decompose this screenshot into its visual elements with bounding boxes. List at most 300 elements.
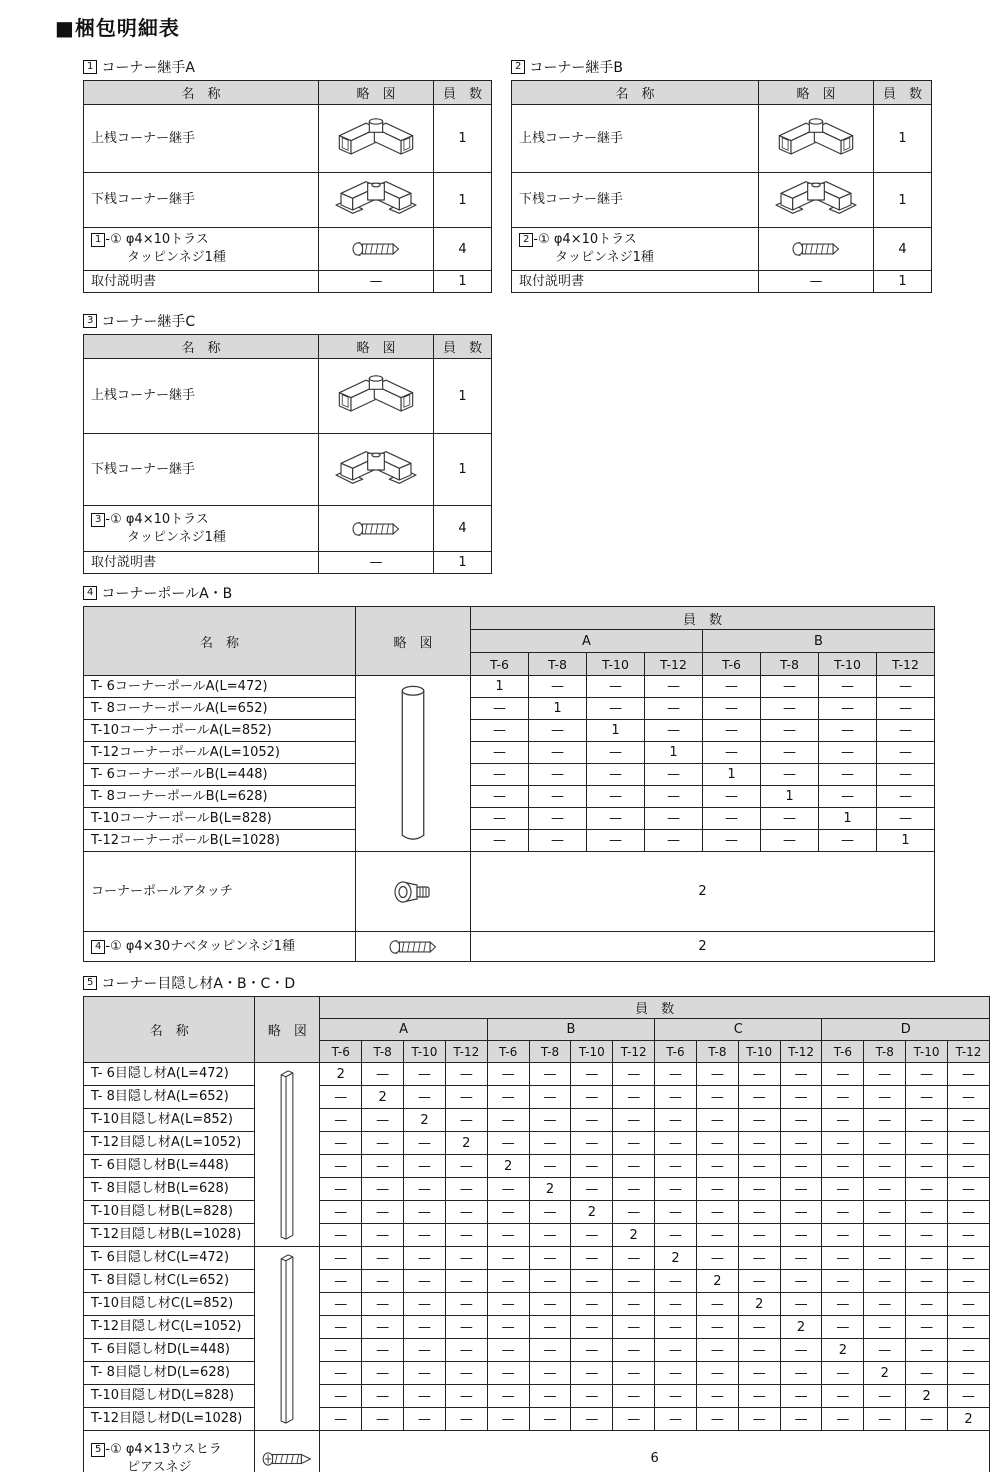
qty-matrix-cell: —: [819, 742, 877, 764]
part-row: [84, 271, 492, 293]
qty-matrix-cell: —: [571, 1132, 613, 1155]
qty-matrix-cell: —: [529, 830, 587, 852]
qty-matrix-cell: —: [738, 1063, 780, 1086]
blind-row: [84, 1316, 990, 1339]
part-name: T-12目隠し材D(L=1028): [84, 1408, 255, 1431]
qty-matrix-cell: —: [487, 1270, 529, 1293]
qty-matrix-cell: —: [761, 808, 819, 830]
qty-matrix-cell: —: [362, 1316, 404, 1339]
qty-matrix-cell: 2: [613, 1224, 655, 1247]
part-name-text-line2: タッピンネジ1種: [127, 529, 226, 545]
qty-matrix-cell: —: [362, 1132, 404, 1155]
qty-matrix-cell: 1: [471, 676, 529, 698]
size-header: T-10: [587, 653, 645, 676]
qty-matrix-cell: —: [320, 1385, 362, 1408]
qty-matrix-cell: —: [529, 1109, 571, 1132]
qty-matrix-cell: —: [529, 1293, 571, 1316]
qty-matrix-cell: —: [655, 1086, 697, 1109]
qty-matrix-cell: —: [822, 1408, 864, 1431]
part-name: 取付説明書: [512, 271, 759, 293]
attach-row: [84, 852, 935, 932]
part-qty: 1: [434, 173, 492, 228]
qty-matrix-cell: —: [571, 1178, 613, 1201]
qty-matrix-cell: —: [655, 1178, 697, 1201]
qty-matrix-cell: —: [696, 1224, 738, 1247]
qty-matrix-cell: —: [529, 1201, 571, 1224]
screw-sketch-icon: [348, 240, 404, 258]
blind-row: [84, 1247, 990, 1270]
qty-matrix-cell: —: [696, 1385, 738, 1408]
qty-matrix-cell: —: [780, 1408, 822, 1431]
channel-sketch-icon: [276, 1251, 298, 1427]
qty-matrix-cell: —: [362, 1109, 404, 1132]
qty-matrix-cell: —: [780, 1086, 822, 1109]
qty-matrix-cell: —: [696, 1247, 738, 1270]
qty-matrix-cell: —: [320, 1086, 362, 1109]
joint-up-sketch-icon: [332, 114, 420, 164]
part-qty: 4: [434, 506, 492, 552]
item-ref-badge: 2: [519, 233, 533, 247]
qty-matrix-cell: —: [780, 1224, 822, 1247]
qty-matrix-cell: —: [864, 1270, 906, 1293]
part-qty: 1: [434, 434, 492, 506]
blind-row: [84, 1109, 990, 1132]
header-row-qty: [84, 997, 990, 1019]
blind-row: [84, 1362, 990, 1385]
qty-matrix-cell: —: [404, 1178, 446, 1201]
qty-matrix-cell: —: [780, 1155, 822, 1178]
part-name-text: -① φ4×10トラス: [533, 232, 637, 248]
qty-matrix-cell: —: [587, 676, 645, 698]
qty-matrix-cell: —: [320, 1316, 362, 1339]
pole-row: [84, 830, 935, 852]
qty-matrix-cell: 2: [738, 1293, 780, 1316]
qty-matrix-cell: —: [487, 1362, 529, 1385]
qty-matrix-cell: —: [445, 1086, 487, 1109]
qty-matrix-cell: —: [320, 1109, 362, 1132]
qty-matrix-cell: —: [587, 786, 645, 808]
part-name: 下桟コーナー継手: [84, 173, 319, 228]
qty-matrix-cell: —: [655, 1155, 697, 1178]
col-header-qty: 員 数: [320, 997, 990, 1019]
size-header: T-10: [819, 653, 877, 676]
qty-matrix-cell: —: [703, 830, 761, 852]
qty-matrix-cell: —: [362, 1270, 404, 1293]
qty-matrix-cell: —: [780, 1063, 822, 1086]
joint-up-sketch-icon: [772, 114, 860, 164]
table-label-c: [83, 311, 990, 331]
part-name-text-line2: タッピンネジ1種: [555, 250, 654, 265]
qty-matrix-cell: —: [404, 1063, 446, 1086]
channel-sketch-cell: [255, 1063, 320, 1247]
qty-matrix-cell: —: [738, 1201, 780, 1224]
size-header: T-8: [529, 1041, 571, 1063]
size-header: T-12: [780, 1041, 822, 1063]
part-name: T- 6コーナーポールB(L=448): [84, 764, 356, 786]
qty-matrix-cell: —: [404, 1408, 446, 1431]
qty-matrix-cell: —: [487, 1086, 529, 1109]
qty-matrix-cell: 1: [819, 808, 877, 830]
qty-matrix-cell: —: [645, 720, 703, 742]
part-name: 上桟コーナー継手: [84, 359, 319, 434]
qty-matrix-cell: —: [529, 742, 587, 764]
table-number-badge: 3: [83, 314, 97, 328]
size-header: T-6: [703, 653, 761, 676]
header-row: [512, 81, 932, 105]
part-sketch: —: [319, 552, 434, 574]
header-row-qty: [84, 607, 935, 630]
corner-blind-table: [83, 996, 990, 1472]
qty-matrix-cell: —: [877, 786, 935, 808]
qty-matrix-cell: —: [445, 1063, 487, 1086]
qty-matrix-cell: —: [906, 1247, 948, 1270]
qty-matrix-cell: —: [948, 1224, 990, 1247]
table-title: コーナー目隠し材A・B・C・D: [101, 976, 296, 992]
pole-sketch-icon: [398, 681, 428, 847]
qty-matrix-cell: 2: [864, 1362, 906, 1385]
qty-matrix-cell: —: [487, 1201, 529, 1224]
size-header: T-10: [404, 1041, 446, 1063]
qty-matrix-cell: —: [613, 1178, 655, 1201]
qty-matrix-cell: —: [471, 830, 529, 852]
qty-matrix-cell: 1: [529, 698, 587, 720]
qty-matrix-cell: —: [864, 1132, 906, 1155]
part-name: T-10目隠し材B(L=828): [84, 1201, 255, 1224]
qty-matrix-cell: —: [404, 1132, 446, 1155]
joint-down-sketch-icon: [332, 175, 420, 225]
qty-matrix-cell: —: [445, 1247, 487, 1270]
qty-matrix-cell: —: [362, 1293, 404, 1316]
channel-sketch-cell: [255, 1247, 320, 1431]
part-sketch: —: [759, 271, 874, 293]
pole-row: [84, 764, 935, 786]
screw-sketch-icon: [788, 240, 844, 258]
qty-matrix-cell: —: [529, 1132, 571, 1155]
col-header-name: 名 称: [84, 335, 319, 359]
qty-matrix-cell: —: [864, 1201, 906, 1224]
qty-matrix-cell: —: [471, 720, 529, 742]
size-header: T-6: [487, 1041, 529, 1063]
qty-matrix-cell: —: [529, 786, 587, 808]
qty-matrix-cell: —: [703, 808, 761, 830]
qty-matrix-cell: —: [613, 1408, 655, 1431]
screw-qty-total: 2: [471, 932, 935, 962]
qty-matrix-cell: —: [445, 1224, 487, 1247]
part-name-text: -① φ4×10トラス: [105, 232, 209, 248]
size-header: T-12: [613, 1041, 655, 1063]
table-label-b: [511, 57, 932, 77]
qty-matrix-cell: —: [864, 1086, 906, 1109]
qty-matrix-cell: —: [487, 1385, 529, 1408]
qty-matrix-cell: —: [696, 1178, 738, 1201]
part-name: T-10コーナーポールA(L=852): [84, 720, 356, 742]
qty-matrix-cell: 2: [948, 1408, 990, 1431]
qty-matrix-cell: 1: [645, 742, 703, 764]
qty-matrix-cell: —: [822, 1201, 864, 1224]
qty-matrix-cell: —: [404, 1224, 446, 1247]
qty-matrix-cell: —: [864, 1339, 906, 1362]
group-header-C: C: [655, 1019, 822, 1041]
qty-matrix-cell: —: [819, 676, 877, 698]
screw-row: [84, 932, 935, 962]
pole-row: [84, 742, 935, 764]
qty-matrix-cell: —: [819, 698, 877, 720]
part-qty: 1: [434, 105, 492, 173]
part-row: [512, 271, 932, 293]
part-row: [84, 359, 492, 434]
qty-matrix-cell: —: [529, 1270, 571, 1293]
qty-matrix-cell: —: [529, 1385, 571, 1408]
qty-matrix-cell: —: [487, 1109, 529, 1132]
screw-row: [84, 1431, 990, 1472]
screw-sketch-icon: [348, 520, 404, 538]
table-title: コーナー継手C: [101, 314, 196, 330]
qty-matrix-cell: 2: [822, 1339, 864, 1362]
qty-matrix-cell: —: [864, 1224, 906, 1247]
qty-matrix-cell: —: [655, 1270, 697, 1293]
table-number-badge: 2: [511, 60, 525, 74]
part-name: T-12目隠し材B(L=1028): [84, 1224, 255, 1247]
qty-matrix-cell: —: [780, 1362, 822, 1385]
qty-matrix-cell: —: [780, 1201, 822, 1224]
qty-matrix-cell: —: [571, 1224, 613, 1247]
part-qty: 4: [434, 228, 492, 271]
qty-matrix-cell: —: [404, 1155, 446, 1178]
table-label-blind: [83, 973, 990, 993]
qty-matrix-cell: —: [906, 1178, 948, 1201]
qty-matrix-cell: —: [906, 1132, 948, 1155]
size-header: T-12: [877, 653, 935, 676]
qty-matrix-cell: —: [738, 1339, 780, 1362]
qty-matrix-cell: —: [587, 808, 645, 830]
qty-matrix-cell: —: [445, 1339, 487, 1362]
section-corner-joint-b: [511, 57, 932, 293]
item-ref-badge: 5: [91, 1443, 105, 1457]
qty-matrix-cell: —: [655, 1201, 697, 1224]
qty-matrix-cell: —: [864, 1178, 906, 1201]
qty-matrix-cell: —: [320, 1201, 362, 1224]
qty-matrix-cell: —: [571, 1293, 613, 1316]
qty-matrix-cell: —: [877, 808, 935, 830]
part-name: [84, 932, 356, 962]
qty-matrix-cell: —: [320, 1155, 362, 1178]
qty-matrix-cell: —: [445, 1293, 487, 1316]
pole-row: [84, 786, 935, 808]
col-header-name: 名 称: [84, 607, 356, 676]
group-header-B: B: [703, 630, 935, 653]
part-name: T-10目隠し材A(L=852): [84, 1109, 255, 1132]
qty-matrix-cell: —: [362, 1385, 404, 1408]
size-header: T-8: [761, 653, 819, 676]
part-sketch: [759, 228, 874, 271]
part-name-text-line2: ピアスネジ: [127, 1459, 192, 1472]
part-name: T- 6目隠し材A(L=472): [84, 1063, 255, 1086]
part-qty: 1: [434, 359, 492, 434]
qty-matrix-cell: —: [571, 1063, 613, 1086]
qty-matrix-cell: —: [471, 742, 529, 764]
qty-matrix-cell: —: [696, 1063, 738, 1086]
col-header-name: 名 称: [84, 81, 319, 105]
qty-matrix-cell: —: [948, 1293, 990, 1316]
qty-matrix-cell: —: [864, 1408, 906, 1431]
qty-matrix-cell: —: [404, 1362, 446, 1385]
qty-matrix-cell: —: [404, 1293, 446, 1316]
part-row: [84, 434, 492, 506]
qty-matrix-cell: —: [645, 764, 703, 786]
qty-matrix-cell: —: [819, 830, 877, 852]
qty-matrix-cell: —: [864, 1109, 906, 1132]
qty-matrix-cell: 2: [404, 1109, 446, 1132]
qty-matrix-cell: 2: [529, 1178, 571, 1201]
qty-matrix-cell: —: [613, 1063, 655, 1086]
blind-row: [84, 1132, 990, 1155]
part-name: 取付説明書: [84, 271, 319, 293]
qty-matrix-cell: —: [906, 1408, 948, 1431]
qty-matrix-cell: —: [703, 698, 761, 720]
qty-matrix-cell: —: [645, 786, 703, 808]
qty-matrix-cell: —: [445, 1155, 487, 1178]
qty-matrix-cell: —: [906, 1224, 948, 1247]
qty-matrix-cell: —: [703, 786, 761, 808]
part-sketch: [356, 932, 471, 962]
part-name: T- 8コーナーポールB(L=628): [84, 786, 356, 808]
item-ref-badge: 3: [91, 513, 105, 527]
part-name: T- 6コーナーポールA(L=472): [84, 676, 356, 698]
qty-matrix-cell: —: [864, 1316, 906, 1339]
qty-matrix-cell: —: [819, 764, 877, 786]
qty-matrix-cell: —: [864, 1063, 906, 1086]
qty-matrix-cell: 2: [445, 1132, 487, 1155]
qty-matrix-cell: —: [948, 1362, 990, 1385]
qty-matrix-cell: —: [445, 1362, 487, 1385]
qty-matrix-cell: —: [613, 1247, 655, 1270]
attach-sketch-icon: [391, 877, 435, 907]
part-name: T- 8目隠し材B(L=628): [84, 1178, 255, 1201]
part-qty: 1: [434, 552, 492, 574]
size-header: T-6: [471, 653, 529, 676]
table-number-badge: 4: [83, 586, 97, 600]
qty-matrix-cell: 1: [587, 720, 645, 742]
qty-matrix-cell: —: [404, 1086, 446, 1109]
qty-matrix-cell: —: [761, 764, 819, 786]
qty-matrix-cell: —: [404, 1201, 446, 1224]
qty-matrix-cell: —: [571, 1247, 613, 1270]
part-row: [84, 552, 492, 574]
qty-matrix-cell: —: [587, 742, 645, 764]
blind-row: [84, 1178, 990, 1201]
qty-matrix-cell: —: [487, 1247, 529, 1270]
qty-matrix-cell: —: [571, 1385, 613, 1408]
part-name-text: -① φ4×10トラス: [105, 511, 209, 527]
qty-matrix-cell: —: [571, 1339, 613, 1362]
pole-sketch-cell: [356, 676, 471, 852]
part-row: [84, 228, 492, 271]
qty-matrix-cell: —: [529, 764, 587, 786]
qty-matrix-cell: —: [445, 1385, 487, 1408]
qty-matrix-cell: —: [738, 1086, 780, 1109]
qty-matrix-cell: —: [864, 1293, 906, 1316]
qty-matrix-cell: —: [320, 1178, 362, 1201]
blind-row: [84, 1408, 990, 1431]
qty-matrix-cell: —: [645, 676, 703, 698]
channel-sketch-icon: [276, 1067, 298, 1243]
part-sketch: [319, 228, 434, 271]
qty-matrix-cell: 2: [655, 1247, 697, 1270]
size-header: T-8: [529, 653, 587, 676]
qty-matrix-cell: —: [877, 698, 935, 720]
qty-matrix-cell: —: [906, 1362, 948, 1385]
qty-matrix-cell: 2: [320, 1063, 362, 1086]
qty-matrix-cell: —: [613, 1086, 655, 1109]
part-qty: 1: [874, 105, 932, 173]
part-name-text: -① φ4×30ナベタッピンネジ1種: [105, 938, 296, 954]
qty-matrix-cell: —: [362, 1178, 404, 1201]
part-sketch: [319, 105, 434, 173]
qty-matrix-cell: —: [864, 1385, 906, 1408]
page-title: ■梱包明細表: [55, 16, 180, 40]
col-header-name: 名 称: [512, 81, 759, 105]
qty-matrix-cell: —: [822, 1132, 864, 1155]
qty-matrix-cell: —: [948, 1316, 990, 1339]
qty-matrix-cell: —: [738, 1109, 780, 1132]
qty-matrix-cell: —: [320, 1408, 362, 1431]
qty-matrix-cell: —: [571, 1408, 613, 1431]
qty-matrix-cell: —: [948, 1132, 990, 1155]
qty-matrix-cell: —: [529, 1063, 571, 1086]
section-corner-joint-a: [83, 57, 492, 293]
qty-matrix-cell: —: [738, 1132, 780, 1155]
qty-matrix-cell: —: [362, 1063, 404, 1086]
part-sketch: [319, 434, 434, 506]
section-corner-blind: [83, 973, 990, 1472]
qty-matrix-cell: —: [822, 1247, 864, 1270]
part-row: [84, 506, 492, 552]
qty-matrix-cell: —: [655, 1063, 697, 1086]
part-name: 下桟コーナー継手: [84, 434, 319, 506]
part-qty: 1: [434, 271, 492, 293]
qty-matrix-cell: —: [445, 1316, 487, 1339]
pias-sketch-icon: [259, 1450, 315, 1468]
group-header-D: D: [822, 1019, 990, 1041]
qty-matrix-cell: —: [948, 1385, 990, 1408]
part-name: コーナーポールアタッチ: [84, 852, 356, 932]
qty-matrix-cell: —: [738, 1316, 780, 1339]
part-name: T- 6目隠し材B(L=448): [84, 1155, 255, 1178]
qty-matrix-cell: —: [819, 786, 877, 808]
qty-matrix-cell: —: [906, 1063, 948, 1086]
qty-matrix-cell: —: [445, 1201, 487, 1224]
blind-row: [84, 1155, 990, 1178]
qty-matrix-cell: —: [822, 1109, 864, 1132]
qty-matrix-cell: —: [703, 676, 761, 698]
section-corner-joint-c: [83, 311, 990, 574]
qty-matrix-cell: —: [362, 1155, 404, 1178]
qty-matrix-cell: —: [587, 764, 645, 786]
qty-matrix-cell: —: [613, 1316, 655, 1339]
qty-matrix-cell: —: [445, 1408, 487, 1431]
qty-matrix-cell: —: [780, 1293, 822, 1316]
qty-matrix-cell: —: [320, 1293, 362, 1316]
qty-matrix-cell: —: [696, 1339, 738, 1362]
qty-matrix-cell: —: [906, 1270, 948, 1293]
part-name: T- 6目隠し材C(L=472): [84, 1247, 255, 1270]
qty-matrix-cell: —: [696, 1155, 738, 1178]
qty-matrix-cell: —: [877, 720, 935, 742]
blind-row: [84, 1224, 990, 1247]
qty-matrix-cell: 2: [571, 1201, 613, 1224]
qty-matrix-cell: —: [487, 1339, 529, 1362]
attach-qty-total: 2: [471, 852, 935, 932]
